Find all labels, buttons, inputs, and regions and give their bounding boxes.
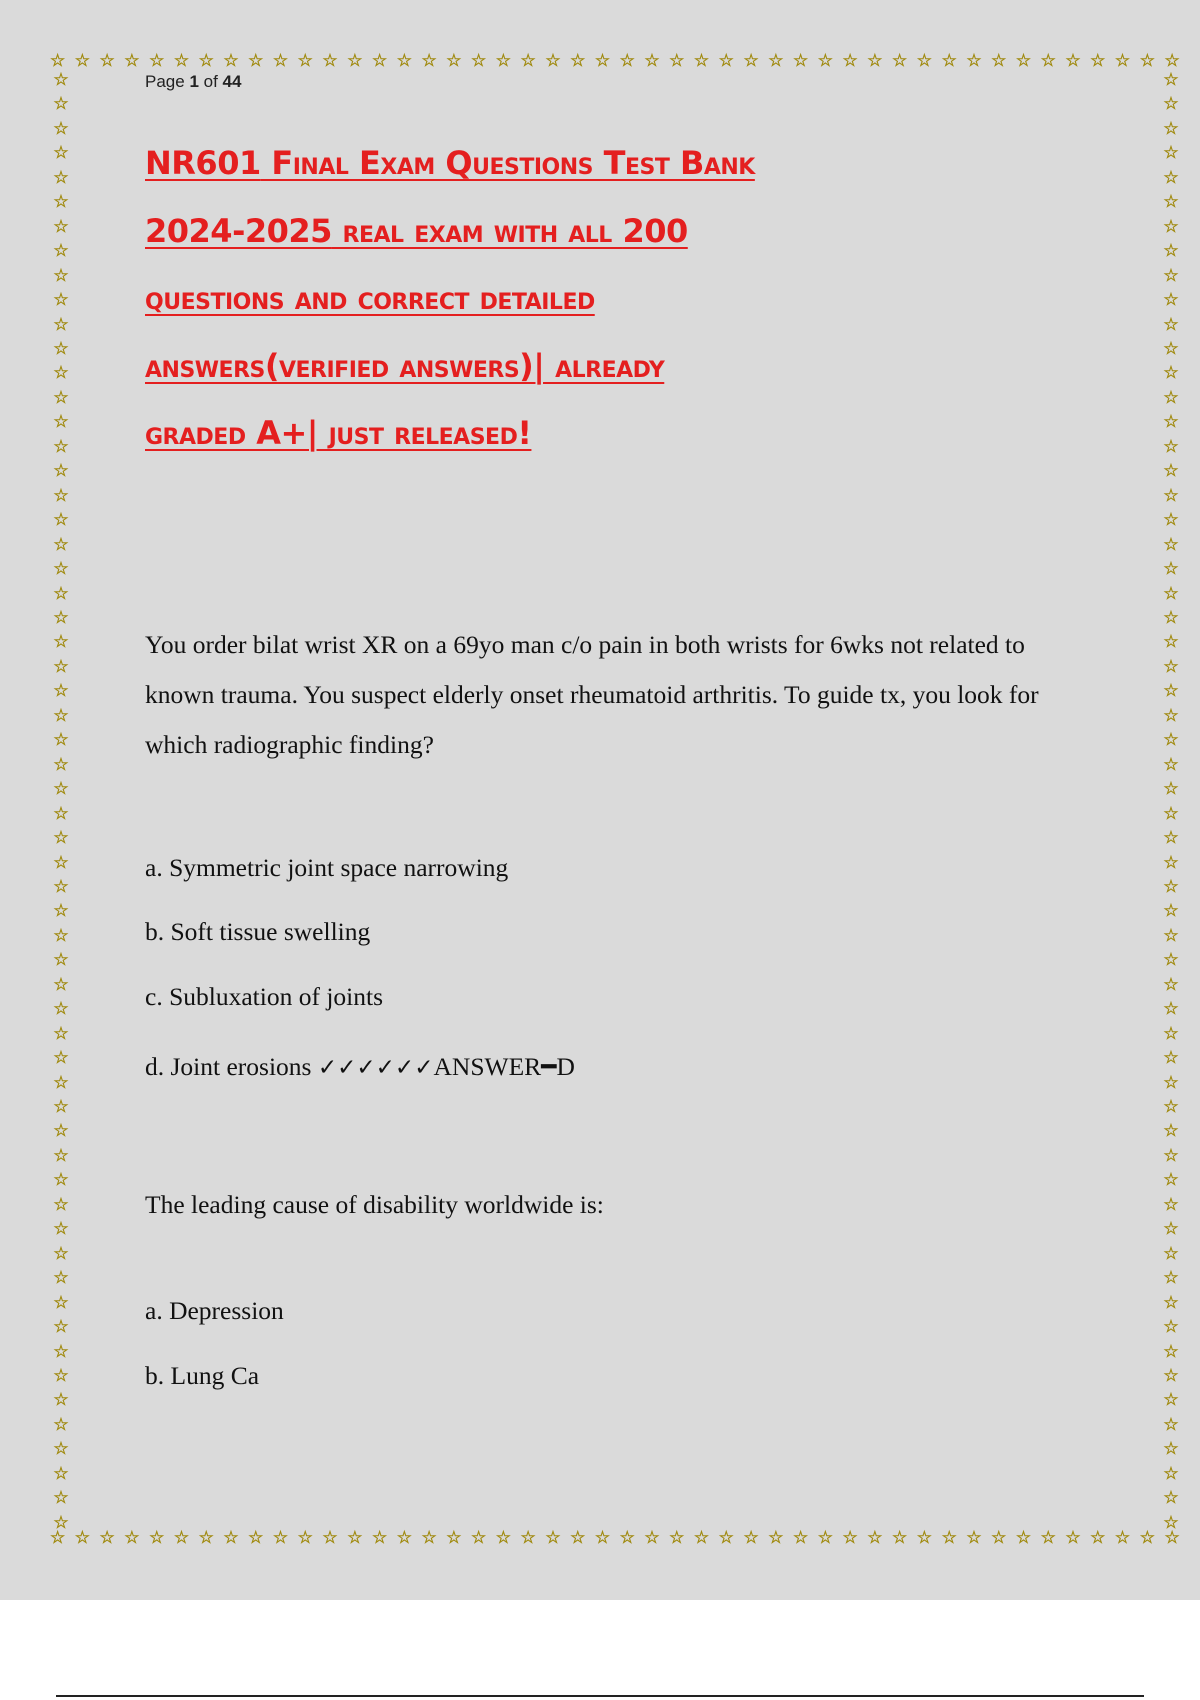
star-icon: ☆	[1163, 1268, 1179, 1289]
star-icon: ☆	[53, 901, 69, 922]
star-icon: ☆	[743, 1527, 759, 1548]
star-icon: ☆	[198, 50, 214, 71]
star-icon: ☆	[50, 1527, 66, 1548]
star-icon: ☆	[53, 1268, 69, 1289]
star-icon: ☆	[1163, 363, 1179, 384]
star-icon: ☆	[53, 1463, 69, 1484]
star-icon: ☆	[1163, 412, 1179, 433]
star-icon: ☆	[53, 1488, 69, 1509]
star-icon: ☆	[272, 50, 289, 71]
star-icon: ☆	[520, 1527, 536, 1548]
star-icon: ☆	[124, 50, 140, 71]
star-icon: ☆	[446, 50, 462, 71]
star-icon: ☆	[817, 50, 833, 71]
star-icon: ☆	[768, 50, 784, 71]
star-icon: ☆	[1163, 167, 1179, 188]
star-icon: ☆	[149, 50, 165, 71]
star-icon: ☆	[53, 143, 69, 164]
star-icon: ☆	[53, 730, 69, 751]
star-icon: ☆	[248, 50, 264, 71]
star-icon: ☆	[53, 607, 69, 628]
star-icon: ☆	[53, 852, 69, 873]
star-icon: ☆	[471, 1527, 487, 1548]
star-icon: ☆	[1163, 461, 1179, 482]
star-icon: ☆	[1163, 1414, 1179, 1435]
star-icon: ☆	[669, 50, 685, 71]
star-icon: ☆	[1065, 50, 1081, 71]
star-icon: ☆	[1163, 632, 1179, 653]
question-2-option-a: a. Depression	[145, 1296, 284, 1325]
star-icon: ☆	[53, 1097, 69, 1118]
star-icon: ☆	[53, 461, 69, 482]
star-icon: ☆	[1163, 72, 1179, 90]
star-icon: ☆	[53, 290, 69, 311]
star-icon: ☆	[53, 167, 69, 188]
star-icon: ☆	[421, 50, 437, 71]
star-icon: ☆	[53, 216, 69, 237]
star-icon: ☆	[1163, 387, 1179, 408]
star-icon: ☆	[1163, 1219, 1179, 1240]
star-icon: ☆	[1015, 50, 1032, 71]
star-icon: ☆	[644, 1527, 660, 1548]
star-icon: ☆	[1015, 1527, 1032, 1548]
star-icon: ☆	[53, 1145, 69, 1166]
star-icon: ☆	[53, 1072, 69, 1093]
star-icon: ☆	[693, 50, 710, 71]
star-icon: ☆	[916, 1527, 933, 1548]
star-icon: ☆	[867, 1527, 883, 1548]
star-icon: ☆	[1139, 50, 1155, 71]
star-icon: ☆	[53, 241, 69, 262]
star-icon: ☆	[1090, 1527, 1106, 1548]
star-icon: ☆	[1163, 1488, 1179, 1509]
star-icon: ☆	[371, 50, 388, 71]
star-icon: ☆	[718, 50, 734, 71]
star-icon: ☆	[53, 974, 69, 995]
star-icon: ☆	[50, 50, 66, 71]
answer-label: ANSWER━D	[433, 1052, 575, 1081]
star-icon: ☆	[495, 1527, 512, 1548]
star-icon: ☆	[495, 50, 512, 71]
star-icon: ☆	[1163, 974, 1179, 995]
star-icon: ☆	[396, 50, 412, 71]
star-icon: ☆	[1163, 290, 1179, 311]
star-icon: ☆	[53, 803, 69, 824]
star-icon: ☆	[1163, 216, 1179, 237]
star-icon: ☆	[53, 436, 69, 457]
star-icon: ☆	[991, 50, 1007, 71]
star-icon: ☆	[1163, 1194, 1179, 1215]
checkmark-icons: ✓✓✓✓✓✓	[317, 1055, 434, 1081]
star-icon: ☆	[1164, 1527, 1180, 1548]
star-icon: ☆	[371, 1527, 388, 1548]
star-icon: ☆	[1163, 1341, 1179, 1362]
star-icon: ☆	[594, 1527, 611, 1548]
star-icon: ☆	[1139, 1527, 1155, 1548]
star-icon: ☆	[1163, 607, 1179, 628]
star-icon: ☆	[223, 50, 239, 71]
star-icon: ☆	[322, 50, 338, 71]
star-icon: ☆	[1163, 1317, 1179, 1338]
star-icon: ☆	[1163, 1072, 1179, 1093]
star-icon: ☆	[149, 1527, 165, 1548]
star-icon: ☆	[53, 999, 69, 1020]
star-icon: ☆	[520, 50, 536, 71]
star-icon: ☆	[53, 1194, 69, 1215]
star-icon: ☆	[53, 412, 69, 433]
page-indicator: Page 1 of 44	[145, 72, 242, 91]
star-icon: ☆	[99, 50, 115, 71]
star-icon: ☆	[53, 925, 69, 946]
star-icon: ☆	[1163, 583, 1179, 604]
star-icon: ☆	[471, 50, 487, 71]
star-icon: ☆	[1163, 828, 1179, 849]
option-a: a. Symmetric joint space narrowing	[145, 853, 509, 882]
star-icon: ☆	[718, 1527, 734, 1548]
star-icon: ☆	[867, 50, 883, 71]
star-icon: ☆	[53, 1121, 69, 1142]
star-icon: ☆	[53, 1219, 69, 1240]
star-icon: ☆	[1163, 1390, 1179, 1411]
star-icon: ☆	[1163, 803, 1179, 824]
star-icon: ☆	[1163, 559, 1179, 580]
star-icon: ☆	[991, 1527, 1007, 1548]
star-icon: ☆	[1163, 1145, 1179, 1166]
star-icon: ☆	[892, 50, 908, 71]
star-icon: ☆	[1163, 1463, 1179, 1484]
star-icon: ☆	[1090, 50, 1106, 71]
star-icon: ☆	[1040, 1527, 1056, 1548]
star-icon: ☆	[1163, 779, 1179, 800]
star-border-top	[50, 48, 1180, 74]
star-icon: ☆	[545, 50, 561, 71]
star-icon: ☆	[1163, 265, 1179, 286]
page-content	[145, 72, 1085, 1390]
star-icon: ☆	[53, 681, 69, 702]
star-icon: ☆	[322, 1527, 338, 1548]
star-icon: ☆	[1163, 192, 1179, 213]
star-icon: ☆	[1163, 1170, 1179, 1191]
star-icon: ☆	[1163, 94, 1179, 115]
star-icon: ☆	[53, 1048, 69, 1069]
star-icon: ☆	[966, 1527, 982, 1548]
star-icon: ☆	[1164, 50, 1180, 71]
star-icon: ☆	[53, 1512, 69, 1532]
star-icon: ☆	[1163, 656, 1179, 677]
star-icon: ☆	[1163, 1097, 1179, 1118]
star-icon: ☆	[53, 705, 69, 726]
option-c: c. Subluxation of joints	[145, 982, 383, 1011]
star-icon: ☆	[53, 72, 69, 90]
star-icon: ☆	[1163, 143, 1179, 164]
star-icon: ☆	[53, 559, 69, 580]
star-icon: ☆	[272, 1527, 289, 1548]
star-icon: ☆	[1163, 510, 1179, 531]
star-icon: ☆	[1065, 1527, 1081, 1548]
star-icon: ☆	[396, 1527, 412, 1548]
star-icon: ☆	[297, 50, 313, 71]
star-border-bottom	[50, 1525, 1180, 1551]
star-icon: ☆	[53, 632, 69, 653]
star-icon: ☆	[1163, 705, 1179, 726]
star-icon: ☆	[1163, 314, 1179, 335]
star-icon: ☆	[966, 50, 982, 71]
star-icon: ☆	[1163, 925, 1179, 946]
star-icon: ☆	[53, 950, 69, 971]
star-icon: ☆	[74, 1527, 91, 1548]
star-icon: ☆	[53, 1439, 69, 1460]
star-icon: ☆	[99, 1527, 115, 1548]
star-icon: ☆	[1163, 730, 1179, 751]
star-icon: ☆	[53, 583, 69, 604]
star-icon: ☆	[173, 50, 190, 71]
star-icon: ☆	[53, 94, 69, 115]
star-icon: ☆	[619, 1527, 635, 1548]
question-stem: You order bilat wrist XR on a 69yo man c/o pain in both wrists for 6wks not related to known trauma. You suspect elderly onset rheumatoid arthritis. To guide tx, you look for which radiographic finding?	[145, 630, 1039, 759]
star-icon: ☆	[1163, 950, 1179, 971]
star-icon: ☆	[53, 1243, 69, 1264]
star-icon: ☆	[1163, 1292, 1179, 1313]
star-icon: ☆	[124, 1527, 140, 1548]
star-icon: ☆	[817, 1527, 833, 1548]
star-icon: ☆	[743, 50, 759, 71]
star-icon: ☆	[693, 1527, 710, 1548]
star-icon: ☆	[594, 50, 611, 71]
star-icon: ☆	[1163, 436, 1179, 457]
star-icon: ☆	[223, 1527, 239, 1548]
option-d: d. Joint erosions ✓✓✓✓✓✓ANSWER━D	[145, 1052, 575, 1081]
star-border-right	[1158, 72, 1184, 1532]
star-icon: ☆	[173, 1527, 190, 1548]
question-2-option-b: b. Lung Ca	[145, 1361, 260, 1390]
star-icon: ☆	[53, 1390, 69, 1411]
star-icon: ☆	[53, 363, 69, 384]
star-icon: ☆	[619, 50, 635, 71]
star-icon: ☆	[941, 50, 957, 71]
star-icon: ☆	[198, 1527, 214, 1548]
star-icon: ☆	[53, 192, 69, 213]
star-icon: ☆	[916, 50, 933, 71]
star-icon: ☆	[1163, 338, 1179, 359]
question-1	[145, 620, 1085, 770]
star-icon: ☆	[842, 1527, 858, 1548]
star-icon: ☆	[347, 1527, 363, 1548]
star-icon: ☆	[1163, 534, 1179, 555]
star-icon: ☆	[53, 876, 69, 897]
star-icon: ☆	[53, 510, 69, 531]
star-icon: ☆	[1163, 1023, 1179, 1044]
star-icon: ☆	[53, 1317, 69, 1338]
star-icon: ☆	[297, 1527, 313, 1548]
star-icon: ☆	[768, 1527, 784, 1548]
star-icon: ☆	[53, 118, 69, 139]
star-icon: ☆	[1163, 681, 1179, 702]
star-icon: ☆	[53, 265, 69, 286]
star-icon: ☆	[53, 754, 69, 775]
star-icon: ☆	[1163, 876, 1179, 897]
star-icon: ☆	[1040, 50, 1056, 71]
star-icon: ☆	[53, 314, 69, 335]
star-icon: ☆	[74, 50, 91, 71]
star-icon: ☆	[792, 1527, 809, 1548]
star-icon: ☆	[1163, 1512, 1179, 1532]
star-icon: ☆	[1163, 901, 1179, 922]
star-icon: ☆	[1163, 1121, 1179, 1142]
star-icon: ☆	[53, 387, 69, 408]
star-icon: ☆	[545, 1527, 561, 1548]
star-icon: ☆	[892, 1527, 908, 1548]
document-title: NR601 Final Exam Questions Test Bank 2024-2025 real exam with all 200 questions and correct detailed answers(verified answers)| already graded A+| just released!	[145, 144, 755, 452]
star-icon: ☆	[53, 1292, 69, 1313]
star-icon: ☆	[53, 1414, 69, 1435]
star-border-left	[48, 72, 74, 1532]
star-icon: ☆	[941, 1527, 957, 1548]
option-b: b. Soft tissue swelling	[145, 917, 371, 946]
star-icon: ☆	[53, 1170, 69, 1191]
star-icon: ☆	[53, 1341, 69, 1362]
star-icon: ☆	[53, 828, 69, 849]
star-icon: ☆	[53, 779, 69, 800]
star-icon: ☆	[1163, 1439, 1179, 1460]
star-icon: ☆	[53, 656, 69, 677]
star-icon: ☆	[1114, 1527, 1131, 1548]
star-icon: ☆	[1163, 118, 1179, 139]
star-icon: ☆	[53, 534, 69, 555]
star-icon: ☆	[570, 50, 586, 71]
star-icon: ☆	[53, 1023, 69, 1044]
star-icon: ☆	[1163, 1243, 1179, 1264]
star-icon: ☆	[1163, 485, 1179, 506]
question-2-stem: The leading cause of disability worldwide is:	[145, 1190, 604, 1219]
star-icon: ☆	[792, 50, 809, 71]
star-icon: ☆	[446, 1527, 462, 1548]
footer-divider	[56, 1695, 1144, 1697]
star-icon: ☆	[1163, 1048, 1179, 1069]
star-icon: ☆	[669, 1527, 685, 1548]
star-icon: ☆	[644, 50, 660, 71]
star-icon: ☆	[53, 338, 69, 359]
star-icon: ☆	[53, 1366, 69, 1387]
star-icon: ☆	[347, 50, 363, 71]
star-icon: ☆	[1163, 1366, 1179, 1387]
star-icon: ☆	[842, 50, 858, 71]
star-icon: ☆	[248, 1527, 264, 1548]
star-icon: ☆	[570, 1527, 586, 1548]
star-icon: ☆	[1163, 241, 1179, 262]
star-icon: ☆	[1163, 852, 1179, 873]
star-icon: ☆	[1163, 754, 1179, 775]
star-icon: ☆	[1114, 50, 1131, 71]
star-icon: ☆	[421, 1527, 437, 1548]
star-icon: ☆	[1163, 999, 1179, 1020]
star-icon: ☆	[53, 485, 69, 506]
